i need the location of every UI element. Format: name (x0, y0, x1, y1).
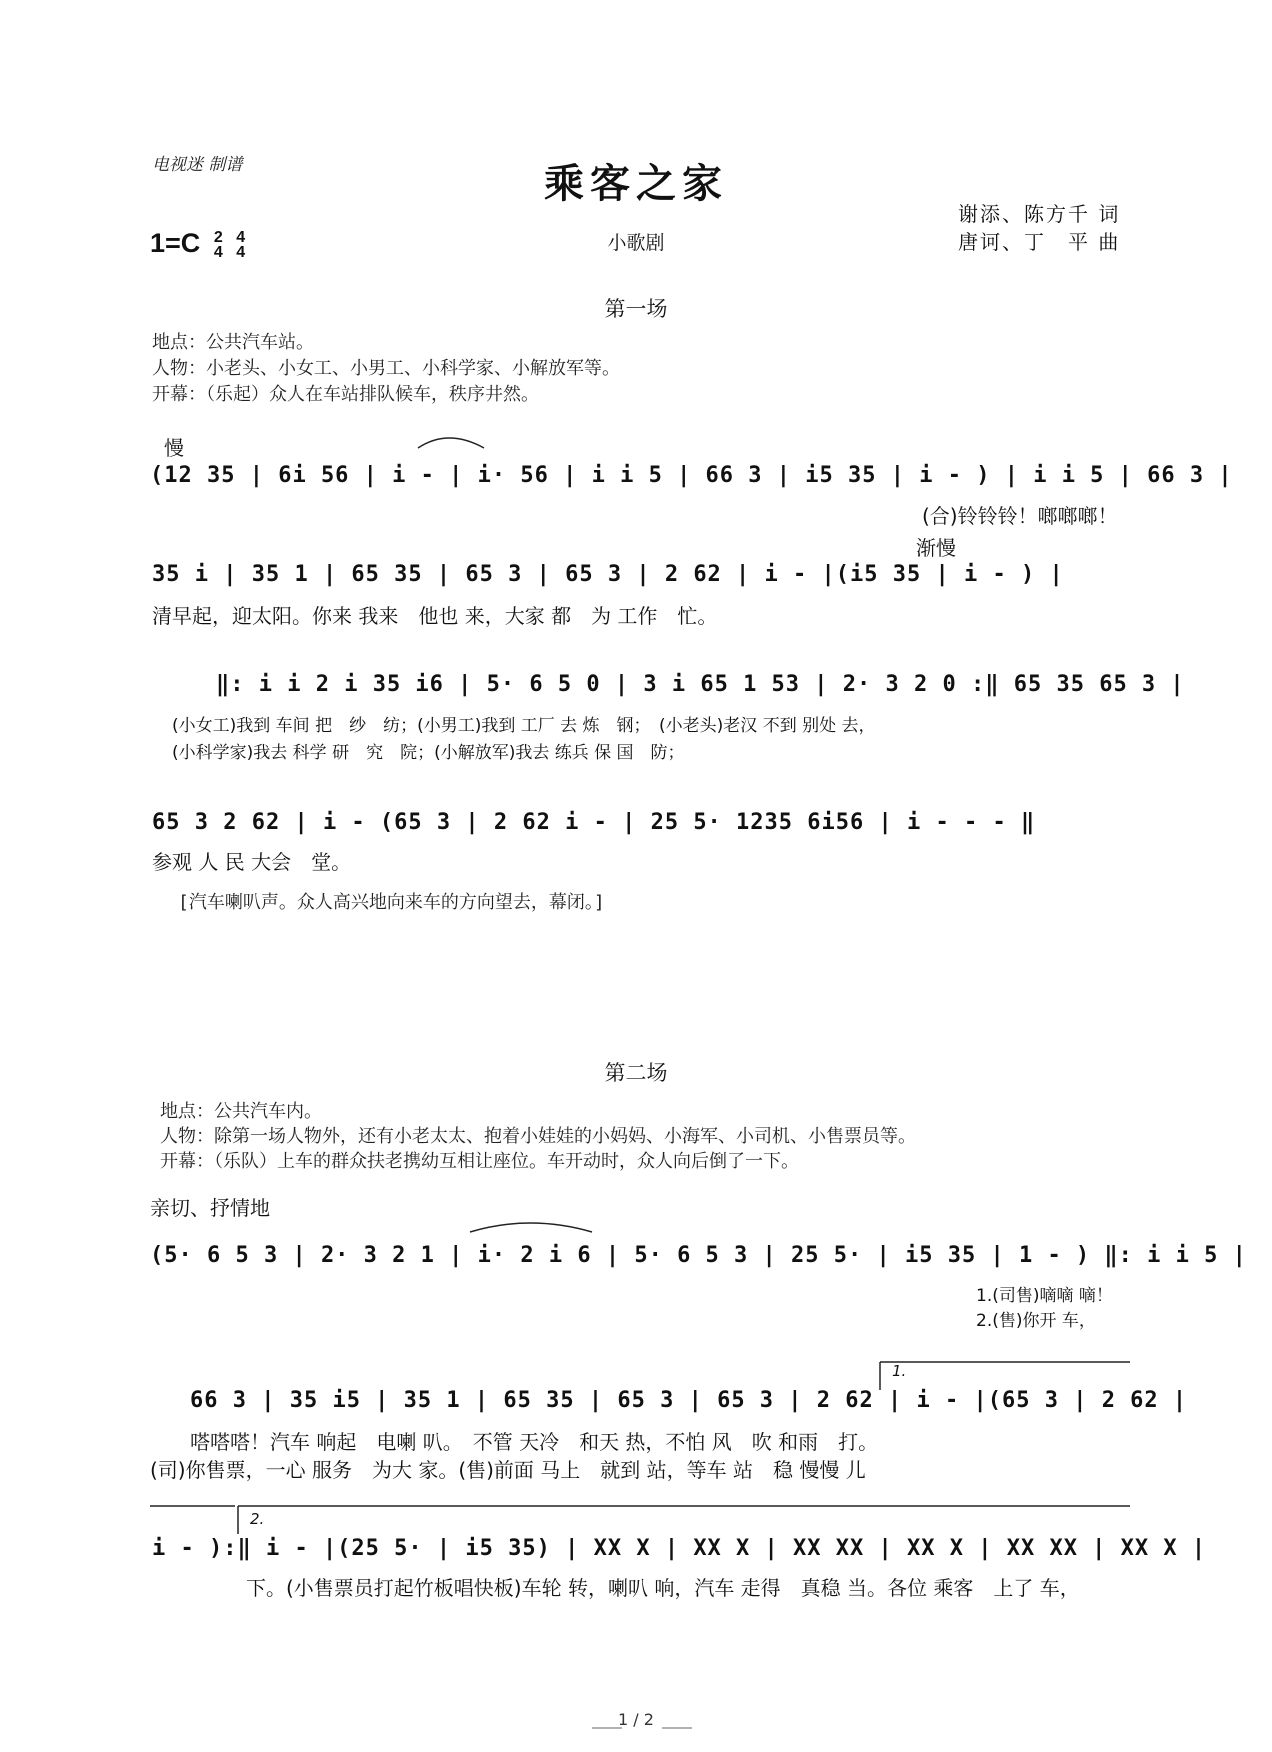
scene1-line3-notes: ‖: i i 2 i 35 i6 | 5· 6 5 0 | 3 i 65 1 53 | 2· 3 2 0 :‖ 65 35 65 3 | (216, 672, 1185, 697)
time-sig-2-den: 4 (236, 243, 246, 261)
page-number: 1 / 2 (618, 1710, 654, 1729)
scene1-people: 人物：小老头、小女工、小男工、小科学家、小解放军等。 (152, 358, 620, 379)
scene1-line3-lyric-a: (小女工)我到 车间 把 纱 纺；(小男工)我到 工厂 去 炼 钢； (小老头)老汉 不到 别处 去， (172, 716, 876, 736)
scene1-line4-notes: 65 3 2 62 | i - (65 3 | 2 62 i - | 25 5· 1235 6i56 | i - - - ‖ (152, 810, 1036, 835)
scene1-title: 第一场 (604, 297, 668, 321)
scene1-line3-lyric-b: (小科学家)我去 科学 研 究 院；(小解放军)我去 练兵 保 国 防； (172, 743, 685, 763)
time-sig-2-num: 4 (236, 228, 246, 246)
scene1-line2-notes: 35 i | 35 1 | 65 35 | 65 3 | 65 3 | 2 62 | i - |(i5 35 | i - ) | (152, 562, 1064, 587)
scene2-tempo: 亲切、抒情地 (150, 1196, 270, 1220)
key-label: 1=C (150, 228, 201, 258)
scene2-line2-lyric-a: 嗒嗒嗒！汽车 响起 电喇 叭。 不管 天冷 和天 热，不怕 风 吹 和雨 打。 (190, 1430, 879, 1454)
scene2-line1-lyric-b: 2.(售)你开 车， (976, 1311, 1096, 1331)
scene2-line3-lyric: 下。(小售票员打起竹板唱快板)车轮 转，喇叭 响，汽车 走得 真稳 当。各位 乘客 上了 车， (246, 1576, 1080, 1600)
scene1-line2-lyric: 清早起，迎太阳。你来 我来 他也 来，大家 都 为 工作 忙。 (152, 604, 718, 628)
scene1-line1-lyric: (合)铃铃铃！啷啷啷！ (922, 504, 1118, 528)
scene1-tempo-slow: 慢 (164, 436, 184, 460)
scene2-line2-lyric-b: (司)你售票，一心 服务 为大 家。(售)前面 马上 就到 站，等车 站 稳 慢慢 儿 (150, 1458, 866, 1482)
scene2-line1-lyric-a: 1.(司售)嘀嘀 嘀！ (976, 1286, 1113, 1306)
lyricist-credit: 谢添、陈方千 词 (958, 202, 1121, 226)
maker-credit: 电视迷 制谱 (152, 155, 243, 175)
slur-scene1 (418, 438, 484, 448)
scene1-line1-notes: (12 35 | 6i 56 | i - | i· 56 | i i 5 | 66 3 | i5 35 | i - ) | i i 5 | 66 3 | (150, 463, 1233, 488)
volta-2-label: 2. (250, 1510, 265, 1528)
scene2-line3-notes: i - ):‖ i - |(25 5· | i5 35) | XX X | XX X | XX XX | XX X | XX XX | XX X | (152, 1536, 1207, 1561)
scene1-tempo-slowing: 渐慢 (916, 536, 956, 560)
song-title: 乘客之家 (544, 160, 728, 207)
slur-scene2 (470, 1223, 592, 1232)
volta-1-label: 1. (892, 1362, 907, 1380)
scene2-line2-notes: 66 3 | 35 i5 | 35 1 | 65 35 | 65 3 | 65 3 | 2 62 | i - |(65 3 | 2 62 | (190, 1388, 1188, 1413)
scene1-place: 地点：公共汽车站。 (152, 332, 314, 353)
composer-credit: 唐诃、丁 平 曲 (958, 230, 1121, 254)
time-sig-1-den: 4 (213, 243, 223, 261)
time-sig-1-num: 2 (213, 228, 223, 246)
scene1-stage-note: [汽车喇叭声。众人高兴地向来车的方向望去，幕闭。] (178, 892, 605, 913)
genre-subtitle: 小歌剧 (607, 232, 665, 254)
scene1-line4-lyric: 参观 人 民 大会 堂。 (152, 850, 352, 874)
scene2-people: 人物：除第一场人物外，还有小老太太、抱着小娃娃的小妈妈、小海军、小司机、小售票员等。 (160, 1126, 916, 1147)
scene2-line1-notes: (5· 6 5 3 | 2· 3 2 1 | i· 2 i 6 | 5· 6 5 3 | 25 5· | i5 35 | 1 - ) ‖: i i 5 | (150, 1243, 1247, 1268)
scene2-opening: 开幕：（乐队）上车的群众扶老携幼互相让座位。车开动时，众人向后倒了一下。 (160, 1151, 799, 1172)
scene2-place: 地点：公共汽车内。 (160, 1101, 322, 1122)
scene2-title: 第二场 (604, 1061, 668, 1085)
scene1-opening: 开幕：（乐起）众人在车站排队候车，秩序井然。 (152, 384, 539, 405)
